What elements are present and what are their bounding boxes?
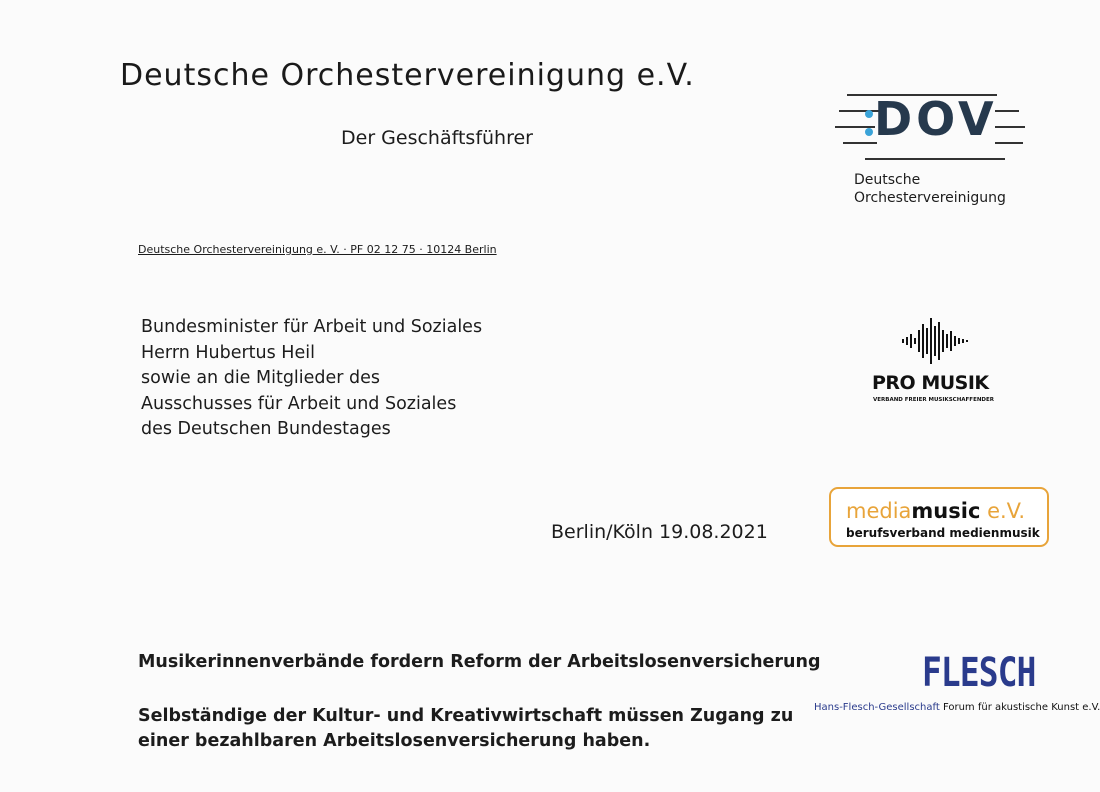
- role-title: Der Geschäftsführer: [341, 127, 533, 149]
- staff-line: [865, 158, 1005, 160]
- flesch-tagline: [814, 702, 1100, 713]
- sender-address-line: Deutsche Orchestervereinigung e. V. · PF 02 12 75 · 10124 Berlin: [138, 243, 497, 256]
- dov-letters-text: DOV: [874, 92, 998, 146]
- subheading-line: Selbständige der Kultur- und Kreativwirtschaft müssen Zugang zu: [138, 706, 794, 726]
- organization-title: Deutsche Orchestervereinigung e.V.: [120, 58, 695, 93]
- mediamusic-media: media: [846, 499, 912, 523]
- place-date: Berlin/Köln 19.08.2021: [551, 521, 768, 543]
- dov-name-line: Deutsche: [854, 172, 921, 188]
- dov-logo: [835, 88, 1035, 213]
- subheading: [138, 704, 793, 754]
- staff-line: [995, 110, 1019, 112]
- staff-line: [995, 142, 1023, 144]
- dov-letters: [862, 92, 998, 146]
- recipient-line: Herrn Hubertus Heil: [141, 342, 315, 363]
- pro-musik-name: PRO MUSIK: [872, 372, 989, 394]
- subject-line: Musikerinnenverbände fordern Reform der Arbeitslosenversicherung: [138, 652, 821, 672]
- mediamusic-logo: [829, 487, 1049, 547]
- subheading-line: einer bezahlbaren Arbeitslosenversicherung haben.: [138, 731, 651, 751]
- mediamusic-music: music: [911, 499, 981, 523]
- recipient-line: sowie an die Mitglieder des: [141, 368, 381, 388]
- flesch-tagline-forum: Forum für akustische Kunst e.V.: [939, 702, 1100, 713]
- recipient-line: Ausschusses für Arbeit und Soziales: [141, 393, 457, 414]
- mediamusic-tagline: berufsverband medienmusik: [846, 526, 1040, 540]
- pro-musik-logo: [860, 318, 1010, 410]
- dov-name-line: Orchestervereinigung: [854, 190, 1006, 206]
- flesch-logo: [812, 650, 1100, 720]
- dov-name: [854, 171, 1006, 207]
- soundwave-icon: [902, 318, 972, 364]
- mediamusic-ev: e.V.: [980, 499, 1026, 523]
- recipient-line: des Deutschen Bundestages: [141, 419, 391, 439]
- pro-musik-tagline: VERBAND FREIER MUSIKSCHAFFENDER: [873, 397, 994, 403]
- recipient-address: [141, 315, 482, 443]
- flesch-wordmark: FLESCH: [922, 650, 1036, 696]
- recipient-line: Bundesminister für Arbeit und Soziales: [141, 317, 483, 337]
- staff-line: [995, 126, 1025, 128]
- flesch-tagline-name: Hans-Flesch-Gesellschaft: [814, 702, 940, 713]
- mediamusic-wordmark: [846, 500, 1025, 522]
